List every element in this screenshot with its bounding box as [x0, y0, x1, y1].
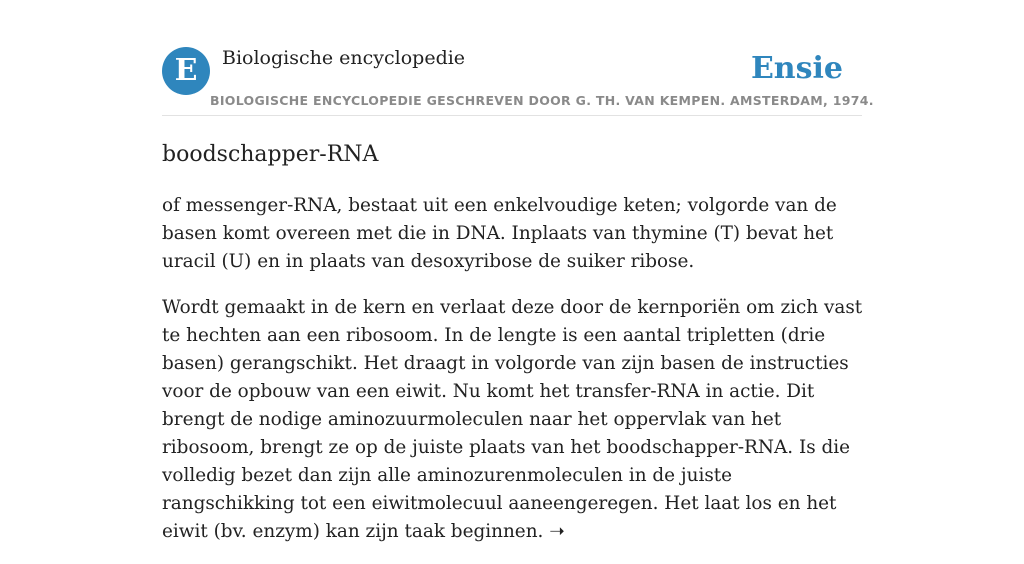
site-logo[interactable]: E	[162, 47, 210, 95]
source-subtitle: BIOLOGISCHE ENCYCLOPEDIE GESCHREVEN DOOR G. TH. VAN KEMPEN. AMSTERDAM, 1974.	[210, 93, 874, 108]
article-body	[162, 192, 866, 564]
site-header	[162, 46, 874, 116]
site-name[interactable]: Biologische encyclopedie	[222, 47, 466, 69]
article-paragraph: of messenger-RNA, bestaat uit een enkelvoudige keten; volgorde van de basen komt overeen met die in DNA. Inplaats van thymine (T) bevat het uracil (U) en in plaats van desoxyribose de suiker ribose.	[162, 195, 837, 272]
article-title: boodschapper-RNA	[162, 142, 379, 167]
brand-logo[interactable]: Ensie	[750, 51, 843, 86]
article-paragraph: Wordt gemaakt in de kern en verlaat deze door de kernporiën om zich vast te hechten aan een ribosoom. In de lengte is een aantal tripletten (drie basen) gerangschikt. Het draagt in volgorde van zijn basen de instructies voor de opbouw van een eiwit. Nu komt het transfer-RNA in actie. Dit brengt de nodige aminozuurmoleculen naar het oppervlak van het ribosoom, brengt ze op de juiste plaats van het boodschapper-RNA. Is die volledig bezet dan zijn alle aminozurenmoleculen in de juiste rangschikking tot een eiwitmolecuul aaneengeregen. Het laat los en het eiwit (bv. enzym) kan zijn taak beginnen. ➝	[162, 297, 863, 542]
